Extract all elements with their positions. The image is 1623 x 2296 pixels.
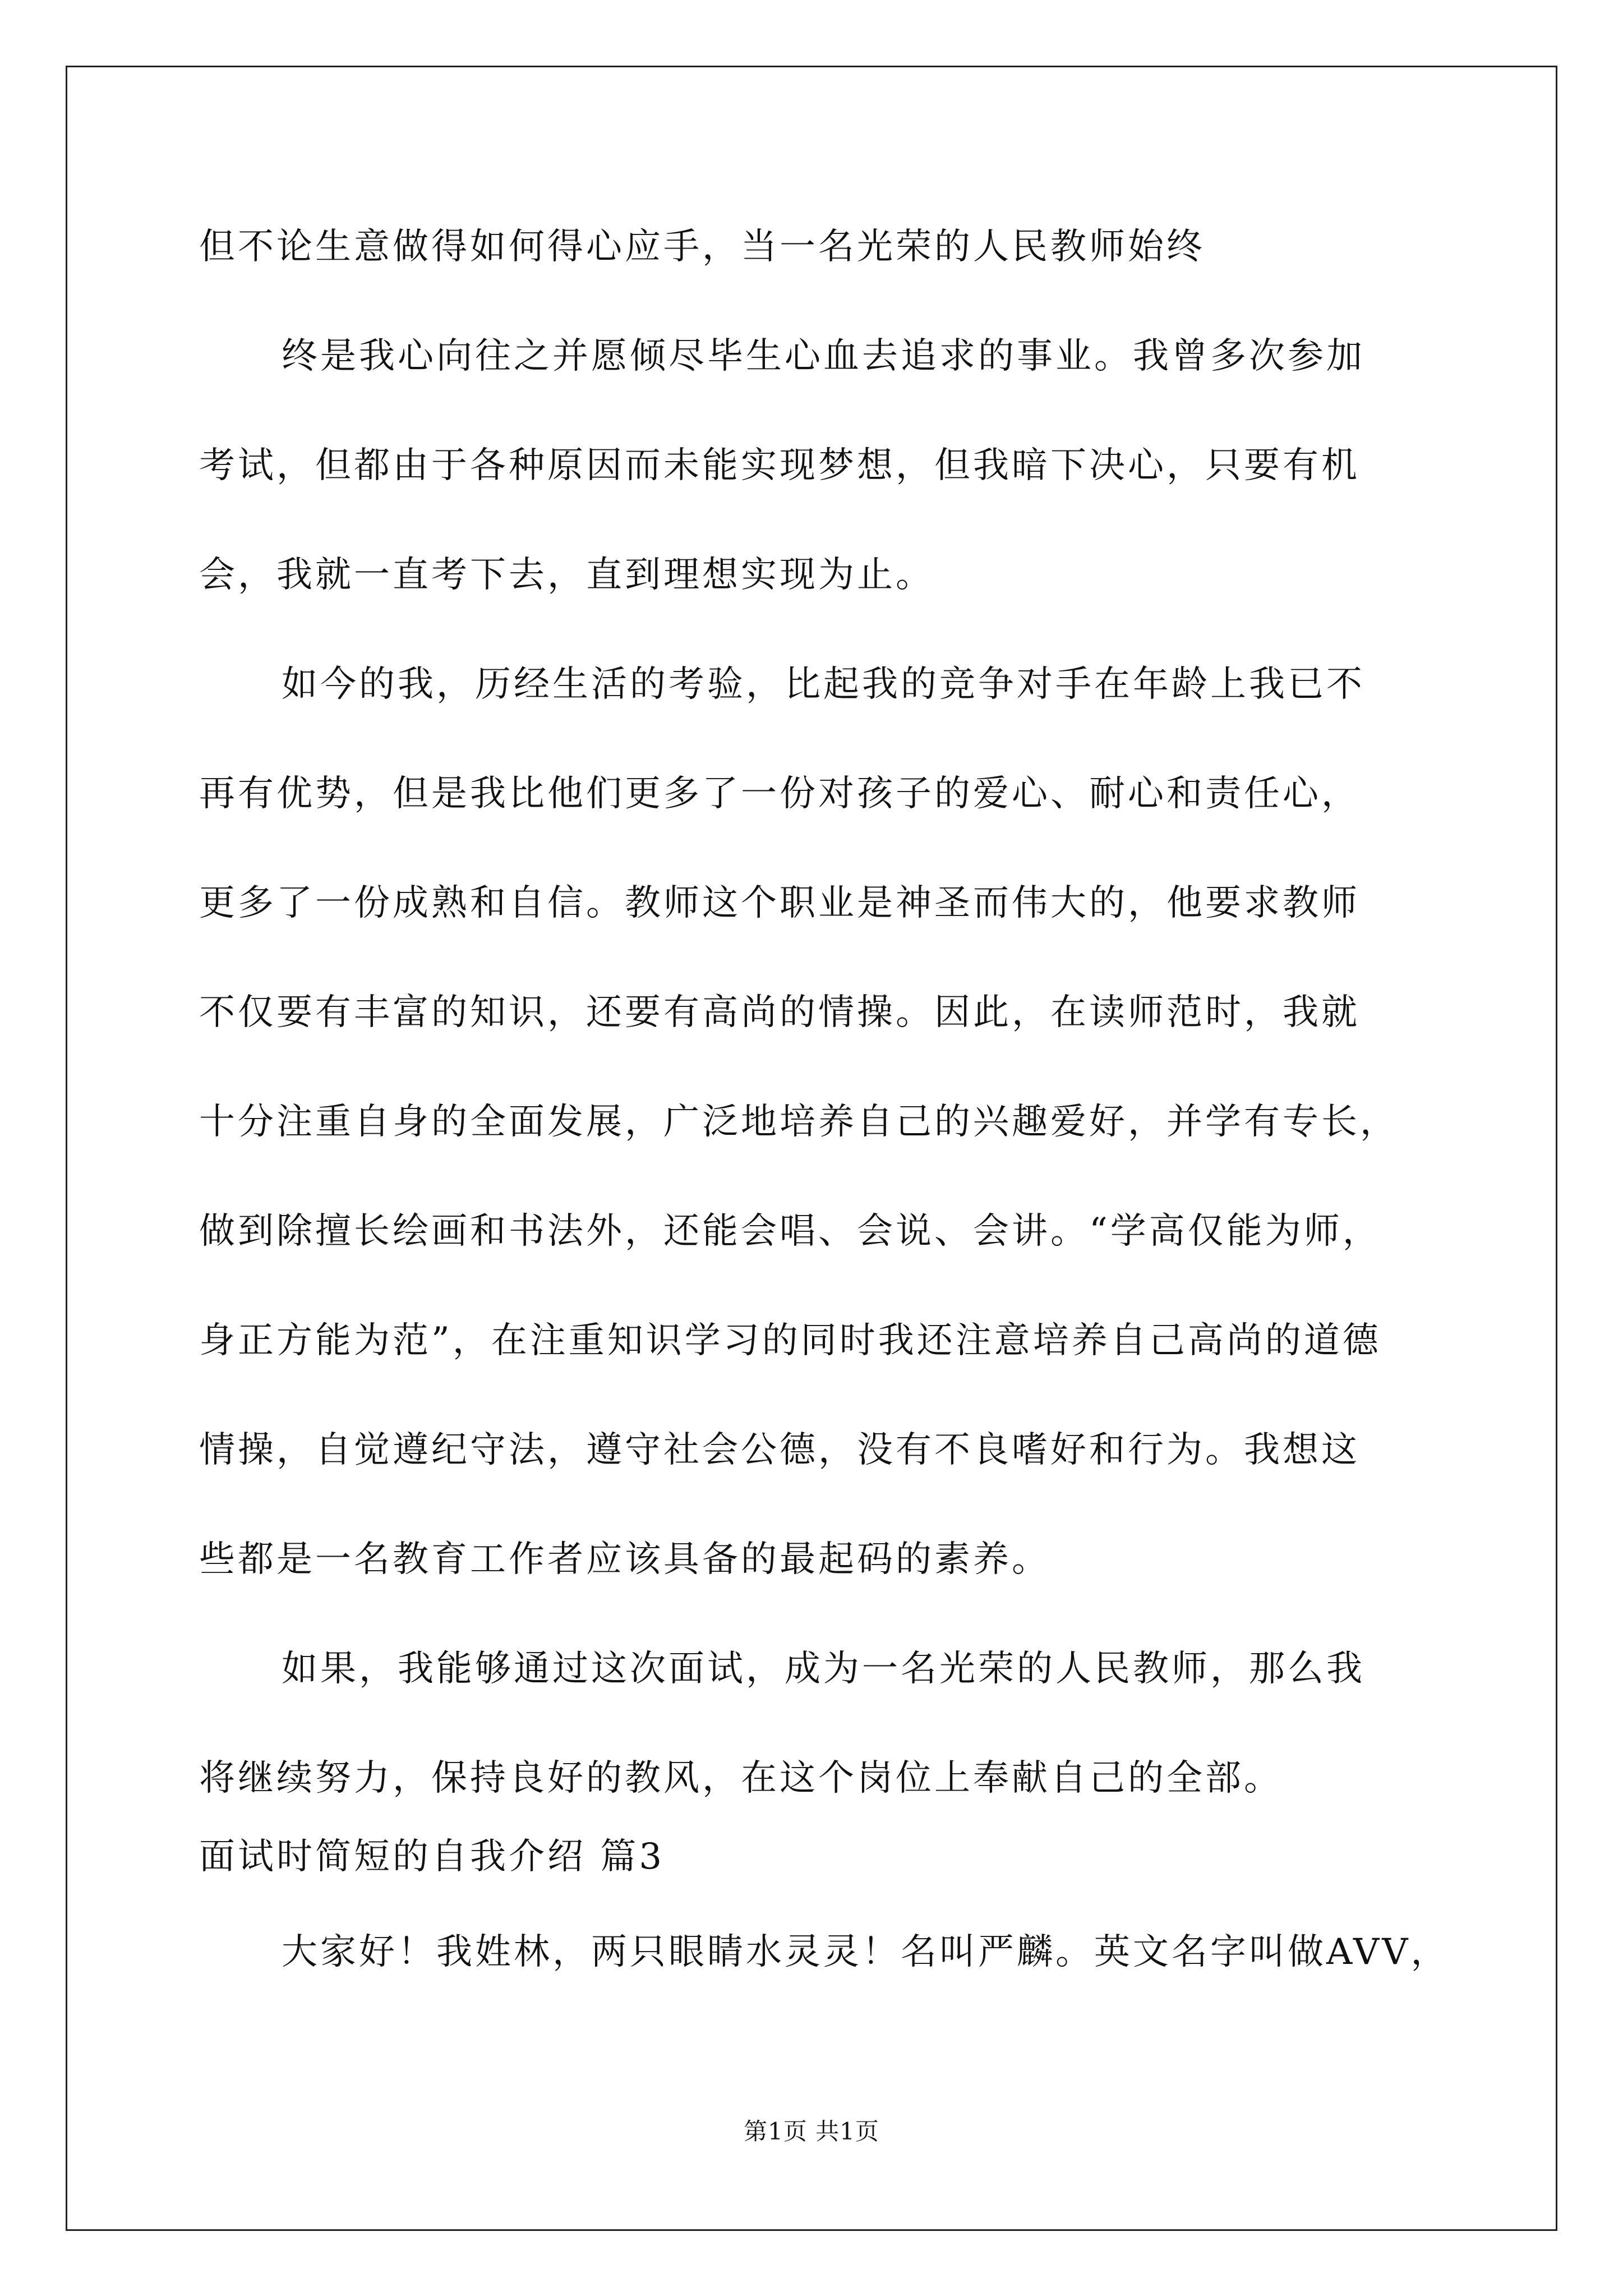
page-border (66, 66, 1557, 2231)
paragraph-start-line: 终是我心向往之并愿倾尽毕生心血去追求的事业。我曾多次参加 (282, 335, 1365, 377)
text-line: 会，我就一直考下去，直到理想实现为止。 (199, 554, 934, 596)
text-line: 些都是一名教育工作者应该具备的最起码的素养。 (199, 1539, 1050, 1580)
text-line: 身正方能为范”，在注重知识学习的同时我还注意培养自己高尚的道德 (199, 1320, 1381, 1361)
paragraph-start-line: 如果，我能够通过这次面试，成为一名光荣的人民教师，那么我 (282, 1648, 1365, 1690)
text-line: 将继续努力，保持良好的教风，在这个岗位上奉献自己的全部。 (199, 1757, 1283, 1799)
section-heading: 面试时简短的自我介绍 篇3 (199, 1836, 665, 1878)
paragraph-start-line: 大家好！我姓林，两只眼睛水灵灵！名叫严麟。英文名字叫做AVV， (282, 1931, 1450, 1973)
text-line: 再有优势，但是我比他们更多了一份对孩子的爱心、耐心和责任心， (199, 773, 1360, 815)
page-footer: 第1页 共1页 (744, 2118, 879, 2145)
text-line: 更多了一份成熟和自信。教师这个职业是神圣而伟大的，他要求教师 (199, 882, 1360, 924)
text-line: 做到除擅长绘画和书法外，还能会唱、会说、会讲。“学高仅能为师， (199, 1211, 1381, 1252)
text-line: 情操，自觉遵纪守法，遵守社会公德，没有不良嗜好和行为。我想这 (199, 1429, 1360, 1471)
text-line: 考试，但都由于各种原因而未能实现梦想，但我暗下决心，只要有机 (199, 445, 1360, 486)
text-line: 十分注重自身的全面发展，广泛地培养自己的兴趣爱好，并学有专长， (199, 1101, 1399, 1143)
paragraph-start-line: 如今的我，历经生活的考验，比起我的竞争对手在年龄上我已不 (282, 664, 1365, 705)
text-line: 不仅要有丰富的知识，还要有高尚的情操。因此，在读师范时，我就 (199, 992, 1360, 1033)
text-line: 但不论生意做得如何得心应手，当一名光荣的人民教师始终 (199, 226, 1205, 268)
